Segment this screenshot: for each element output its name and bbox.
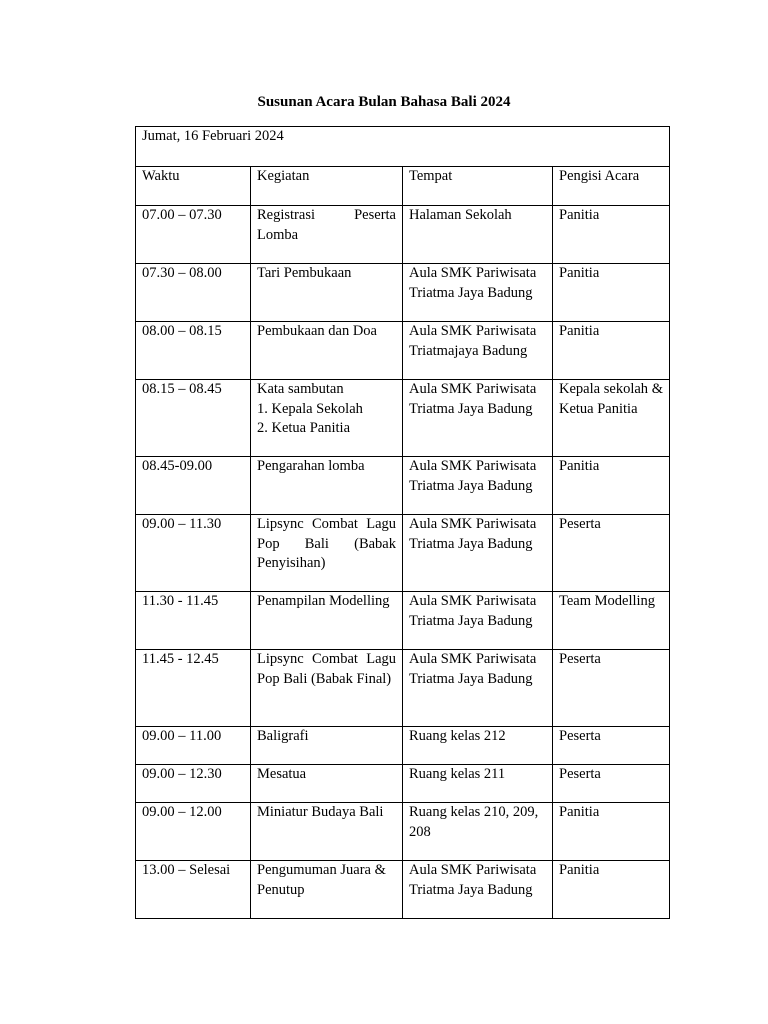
cell-tempat: Ruang kelas 211 — [403, 765, 553, 803]
kegiatan-line: 1. Kepala Sekolah — [257, 400, 363, 417]
cell-waktu: 07.00 – 07.30 — [136, 206, 251, 264]
schedule-table — [135, 126, 670, 919]
cell-pengisi: Panitia — [553, 322, 670, 380]
cell-tempat: Aula SMK Pariwisata Triatma Jaya Badung — [403, 650, 553, 727]
cell-tempat: Aula SMK Pariwisata Triatma Jaya Badung — [403, 592, 553, 650]
column-header-pengisi-acara: Pengisi Acara — [553, 167, 670, 206]
cell-tempat: Ruang kelas 210, 209, 208 — [403, 803, 553, 861]
document-title: Susunan Acara Bulan Bahasa Bali 2024 — [257, 94, 511, 110]
date-row — [136, 127, 670, 167]
cell-pengisi: Panitia — [553, 861, 670, 919]
column-header-waktu: Waktu — [136, 167, 251, 206]
cell-waktu: 09.00 – 12.30 — [136, 765, 251, 803]
cell-waktu: 09.00 – 12.00 — [136, 803, 251, 861]
column-header-kegiatan: Kegiatan — [251, 167, 403, 206]
table-row — [136, 206, 670, 264]
cell-waktu: 13.00 – Selesai — [136, 861, 251, 919]
cell-kegiatan: Tari Pembukaan — [251, 264, 403, 322]
table-row — [136, 650, 670, 727]
cell-tempat: Ruang kelas 212 — [403, 727, 553, 765]
table-row — [136, 765, 670, 803]
cell-tempat: Halaman Sekolah — [403, 206, 553, 264]
cell-pengisi: Team Modelling — [553, 592, 670, 650]
cell-waktu: 09.00 – 11.00 — [136, 727, 251, 765]
cell-kegiatan: Pembukaan dan Doa — [251, 322, 403, 380]
cell-waktu: 11.30 - 11.45 — [136, 592, 251, 650]
cell-tempat: Aula SMK Pariwisata Triatmajaya Badung — [403, 322, 553, 380]
cell-kegiatan: Baligrafi — [251, 727, 403, 765]
table-row — [136, 264, 670, 322]
cell-tempat: Aula SMK Pariwisata Triatma Jaya Badung — [403, 457, 553, 515]
cell-kegiatan: Lipsync Combat Lagu Pop Bali (Babak Penyisihan) — [251, 515, 403, 592]
cell-tempat: Aula SMK Pariwisata Triatma Jaya Badung — [403, 515, 553, 592]
cell-waktu: 08.45-09.00 — [136, 457, 251, 515]
cell-tempat: Aula SMK Pariwisata Triatma Jaya Badung — [403, 380, 553, 457]
cell-pengisi: Panitia — [553, 457, 670, 515]
cell-pengisi: Kepala sekolah & Ketua Panitia — [553, 380, 670, 457]
kegiatan-line: Kata sambutan — [257, 381, 344, 397]
column-header-tempat: Tempat — [403, 167, 553, 206]
cell-waktu: 07.30 – 08.00 — [136, 264, 251, 322]
table-row — [136, 592, 670, 650]
kegiatan-line: 2. Ketua Panitia — [257, 420, 351, 436]
table-row — [136, 727, 670, 765]
header-row — [136, 167, 670, 206]
cell-kegiatan: Registrasi Peserta Lomba — [251, 206, 403, 264]
cell-tempat: Aula SMK Pariwisata Triatma Jaya Badung — [403, 861, 553, 919]
cell-pengisi: Peserta — [553, 765, 670, 803]
cell-kegiatan: Pengarahan lomba — [251, 457, 403, 515]
table-row — [136, 803, 670, 861]
cell-pengisi: Peserta — [553, 650, 670, 727]
cell-pengisi: Panitia — [553, 206, 670, 264]
cell-kegiatan: Mesatua — [251, 765, 403, 803]
cell-waktu: 11.45 - 12.45 — [136, 650, 251, 727]
cell-kegiatan: Penampilan Modelling — [251, 592, 403, 650]
cell-pengisi: Panitia — [553, 264, 670, 322]
cell-waktu: 08.00 – 08.15 — [136, 322, 251, 380]
table-row — [136, 322, 670, 380]
date-heading: Jumat, 16 Februari 2024 — [136, 127, 670, 167]
cell-pengisi: Peserta — [553, 727, 670, 765]
cell-tempat: Aula SMK Pariwisata Triatma Jaya Badung — [403, 264, 553, 322]
table-row — [136, 380, 670, 457]
cell-waktu: 08.15 – 08.45 — [136, 380, 251, 457]
table-row — [136, 861, 670, 919]
cell-kegiatan: Miniatur Budaya Bali — [251, 803, 403, 861]
table-row — [136, 457, 670, 515]
table-row — [136, 515, 670, 592]
cell-kegiatan: Pengumuman Juara & Penutup — [251, 861, 403, 919]
cell-kegiatan: Lipsync Combat Lagu Pop Bali (Babak Final) — [251, 650, 403, 727]
cell-pengisi: Panitia — [553, 803, 670, 861]
cell-waktu: 09.00 – 11.30 — [136, 515, 251, 592]
cell-pengisi: Peserta — [553, 515, 670, 592]
cell-kegiatan — [251, 380, 403, 457]
